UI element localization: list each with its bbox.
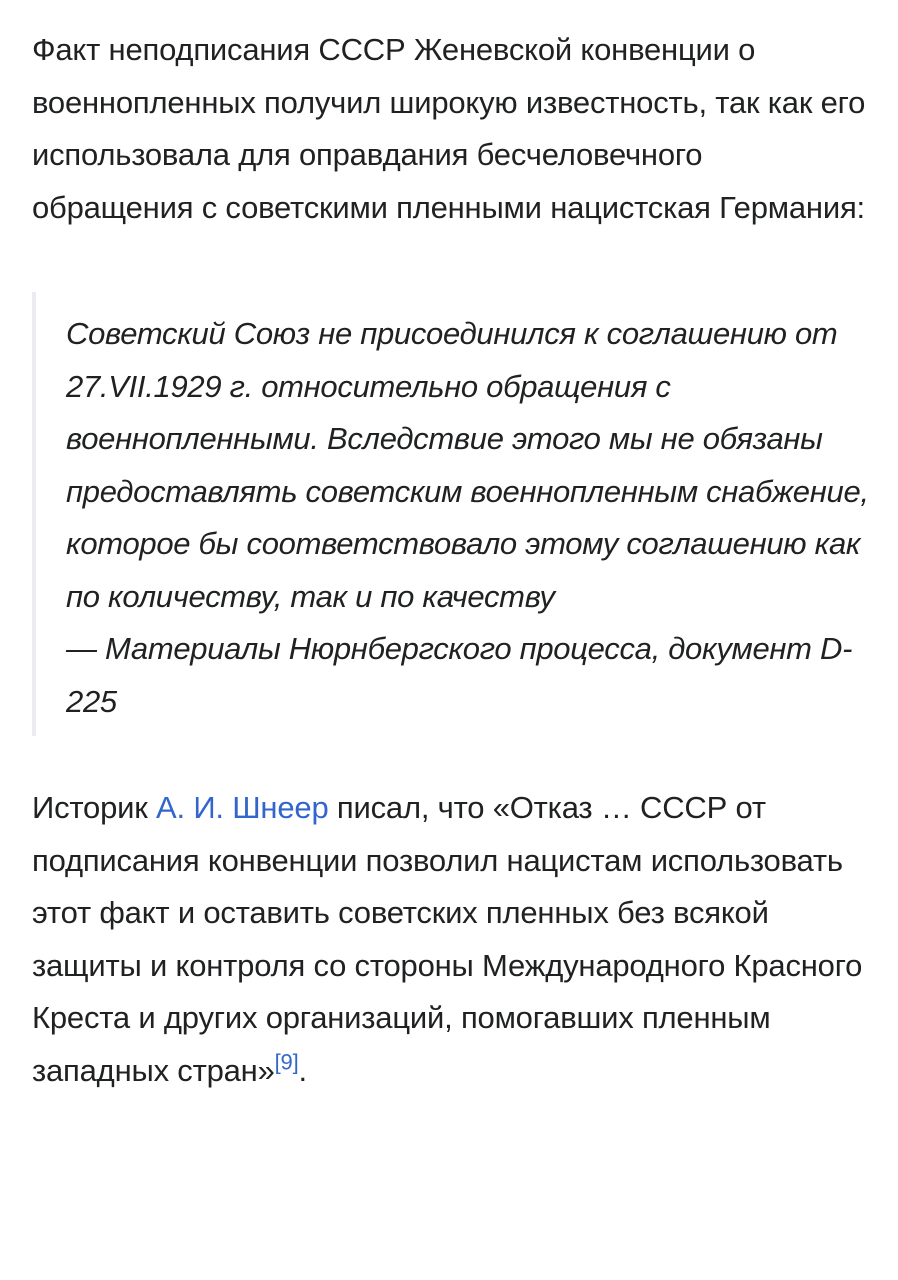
paragraph-body: писал, что «Отказ … СССР от подписания конвенции позволил нацистам использовать этот факт и оставить советских пленных без всякой защиты и контроля со стороны Международного Красного Креста и других организаций, помогавших пленным западных стран»: [32, 790, 863, 1088]
blockquote: [32, 292, 872, 736]
reference-link[interactable]: [9]: [274, 1049, 299, 1075]
paragraph-intro: Факт неподписания СССР Женевской конвенции о военнопленных получил широкую известность, так как его использовала для оправдания бесчеловечного обращения с советскими пленными нацистская Германия:: [32, 32, 866, 225]
reference-sup: [275, 1049, 299, 1074]
quote-source: — Материалы Нюрнбергского процесса, документ D-225: [66, 631, 853, 719]
paragraph-historian: [32, 782, 872, 1097]
paragraph-prefix: Историк: [32, 790, 157, 825]
quote-text: Советский Союз не присоединился к соглашению от 27.VII.1929 г. относительно обращения с военнопленными. Вследствие этого мы не обязаны предоставлять советским военнопленным снабжение, которое бы соответствовало этому соглашению как по количеству, так и по качеству: [66, 316, 869, 614]
article-content: [32, 24, 872, 1097]
author-link[interactable]: А. И. Шнеер: [156, 790, 329, 825]
paragraph-end: .: [298, 1052, 307, 1088]
